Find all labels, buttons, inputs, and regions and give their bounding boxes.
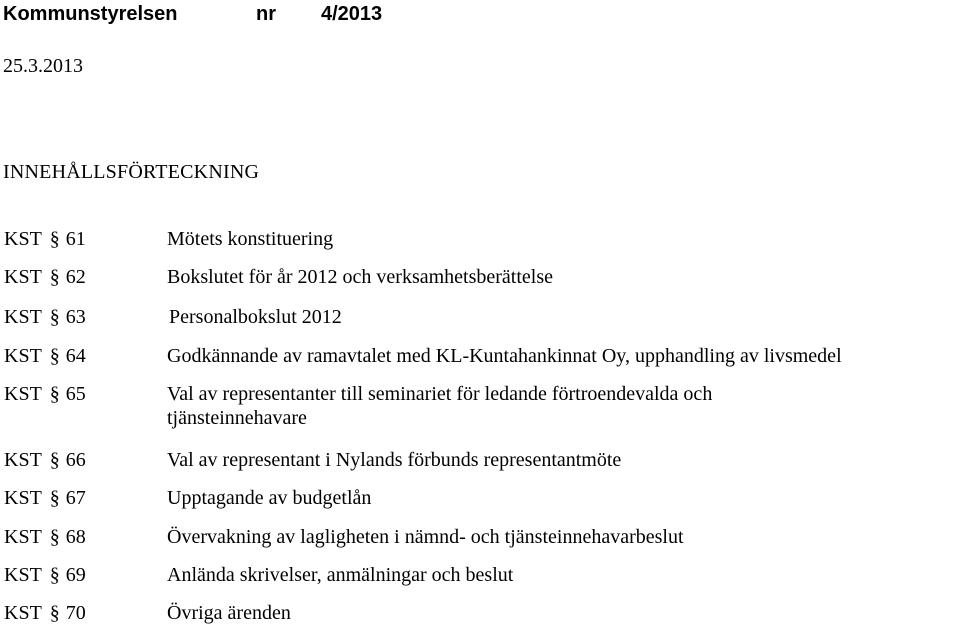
toc-item-code: KST § 65	[4, 383, 86, 405]
section-sign-icon: §	[49, 526, 60, 548]
toc-item-title: Upptagande av budgetlån	[167, 487, 372, 509]
toc-item-code: KST § 68	[4, 526, 86, 548]
section-sign-icon: §	[49, 602, 60, 624]
section-sign-icon: §	[49, 487, 60, 509]
section-sign-icon: §	[49, 228, 60, 250]
toc-item-title: Övervakning av lagligheten i nämnd- och tjänsteinnehavarbeslut	[167, 526, 684, 548]
toc-item-code: KST § 70	[4, 602, 86, 624]
section-sign-icon: §	[49, 449, 60, 471]
section-sign-icon: §	[49, 564, 60, 586]
section-sign-icon: §	[49, 266, 60, 288]
toc-item-code: KST § 61	[4, 228, 86, 250]
section-sign-icon: §	[49, 306, 60, 328]
meeting-number: 4/2013	[321, 3, 383, 25]
section-sign-icon: §	[49, 345, 60, 367]
meeting-date: 25.3.2013	[3, 55, 83, 77]
toc-item-title: Bokslutet för år 2012 och verksamhetsberättelse	[167, 266, 553, 288]
toc-item-code: KST § 67	[4, 487, 86, 509]
toc-item-title: Anlända skrivelser, anmälningar och beslut	[167, 564, 514, 586]
toc-item-title: Mötets konstituering	[167, 228, 334, 250]
toc-item-code: KST § 66	[4, 449, 86, 471]
toc-item-title: Godkännande av ramavtalet med KL-Kuntahankinnat Oy, upphandling av livsmedel	[167, 345, 842, 367]
toc-item-title: Övriga ärenden	[167, 602, 291, 624]
toc-item-title-line2: tjänsteinnehavare	[167, 407, 307, 429]
number-label: nr	[256, 3, 276, 25]
toc-item-title: Personalbokslut 2012	[169, 306, 342, 328]
section-sign-icon: §	[49, 383, 60, 405]
toc-item-title	[167, 382, 957, 430]
toc-item-code: KST § 64	[4, 345, 86, 367]
organization-name: Kommunstyrelsen	[3, 3, 178, 25]
toc-item-title: Val av representant i Nylands förbunds representantmöte	[167, 449, 622, 471]
toc-item-code: KST § 69	[4, 564, 86, 586]
toc-item-title-line1: Val av representanter till seminariet för ledande förtroendevalda och	[167, 383, 713, 405]
toc-item-code: KST § 62	[4, 266, 86, 288]
toc-title: INNEHÅLLSFÖRTECKNING	[3, 161, 260, 183]
toc-item-code: KST § 63	[4, 306, 86, 328]
